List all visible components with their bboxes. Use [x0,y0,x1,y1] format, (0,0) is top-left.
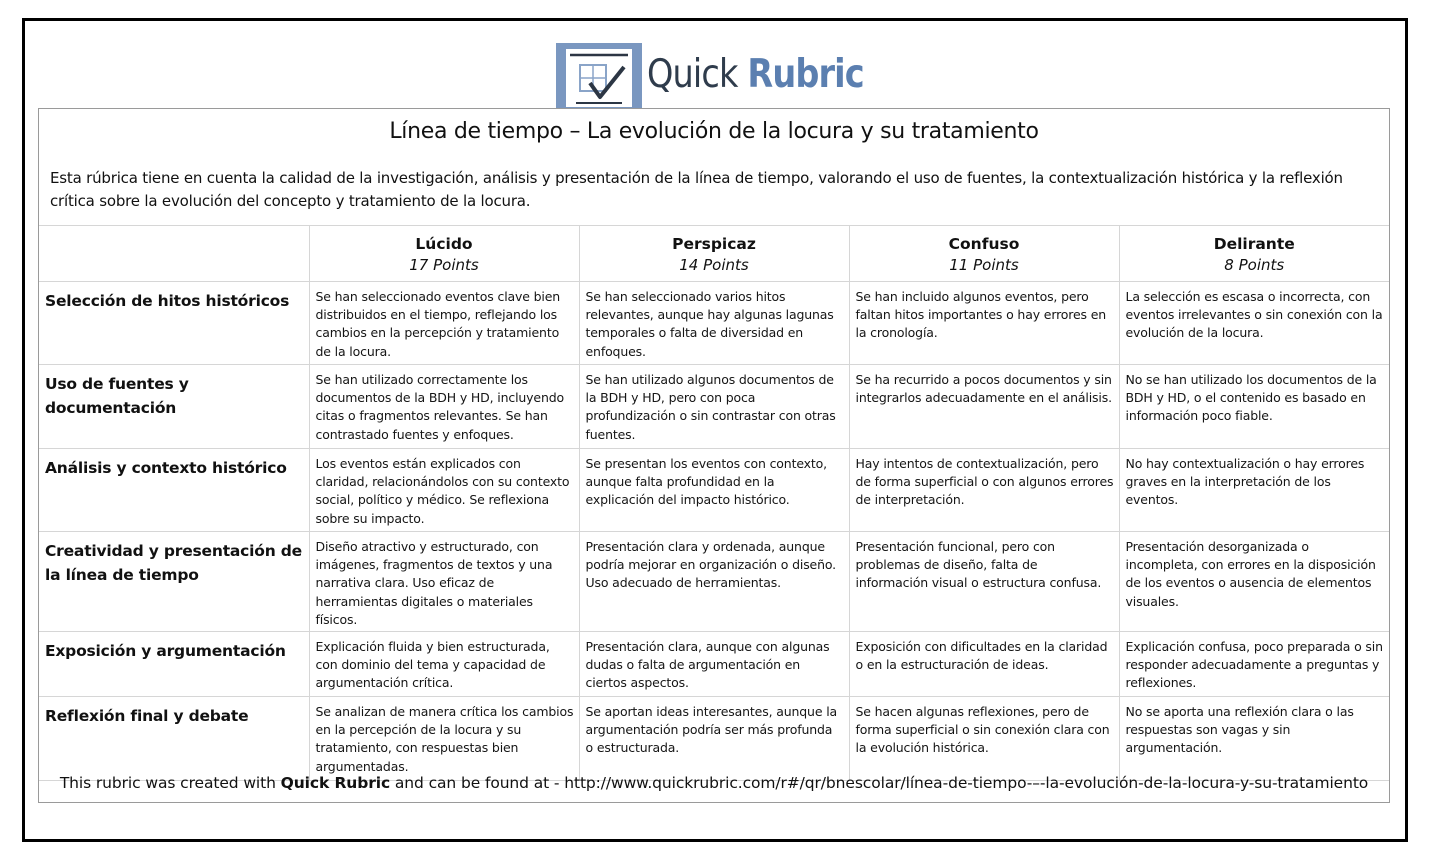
rubric-cell: Los eventos están explicados con claridad, relacionándolos con su contexto social, político y médico. Se reflexiona sobre su impacto. [309,449,579,532]
rubric-cell: Se presentan los eventos con contexto, aunque falta profundidad en la explicación del impacto histórico. [579,449,849,532]
rubric-cell: Se han utilizado correctamente los documentos de la BDH y HD, incluyendo citas o fragmentos relevantes. Se han contrastado fuentes y enfoques. [309,365,579,449]
rubric-row [39,282,1389,365]
level-name: Delirante [1213,235,1295,253]
rubric-row [39,365,1389,449]
rubric-cell: Se aportan ideas interesantes, aunque la argumentación podría ser más profunda o estructurada. [579,697,849,781]
rubric-cell: Presentación funcional, pero con problemas de diseño, falta de información visual o estructura confusa. [849,532,1119,632]
level-name: Lúcido [415,235,473,253]
quick-rubric-logo [556,43,899,109]
rubric-cell: Se han utilizado algunos documentos de la BDH y HD, pero con poca profundización o sin contrastar con otras fuentes. [579,365,849,449]
rubric-cell: Hay intentos de contextualización, pero de forma superficial o con algunos errores de interpretación. [849,449,1119,532]
level-header [1119,226,1389,282]
rubric-cell: Presentación clara, aunque con algunas dudas o falta de argumentación en ciertos aspectos. [579,632,849,697]
rubric-cell: La selección es escasa o incorrecta, con eventos irrelevantes o sin conexión con la evolución de la locura. [1119,282,1389,365]
rubric-footer [39,774,1389,792]
rubric-cell: Se han seleccionado eventos clave bien distribuidos en el tiempo, reflejando los cambios en la percepción y tratamiento de la locura. [309,282,579,365]
rubric-row [39,449,1389,532]
level-points: 8 Points [1224,256,1285,274]
rubric-row [39,632,1389,697]
level-header [579,226,849,282]
level-points: 17 Points [409,256,479,274]
footer-prefix: This rubric was created with [59,774,281,792]
level-name: Confuso [948,235,1020,253]
logo-word-quick: Quick [647,52,738,97]
rubric-panel [38,108,1390,803]
rubric-cell: No hay contextualización o hay errores graves en la interpretación de los eventos. [1119,449,1389,532]
level-points: 14 Points [679,256,749,274]
rubric-table [39,225,1389,781]
rubric-row [39,532,1389,632]
rubric-row [39,697,1389,781]
level-points: 11 Points [949,256,1019,274]
criterion-label: Selección de hitos históricos [39,282,309,365]
rubric-cell: Explicación confusa, poco preparada o sin responder adecuadamente a preguntas y reflexiones. [1119,632,1389,697]
footer-brand: Quick Rubric [280,774,391,792]
rubric-cell: Se han incluido algunos eventos, pero faltan hitos importantes o hay errores en la cronología. [849,282,1119,365]
rubric-document [22,18,1408,842]
rubric-checkbox-icon [556,43,642,109]
level-name: Perspicaz [672,235,756,253]
rubric-cell: Se ha recurrido a pocos documentos y sin integrarlos adecuadamente en el análisis. [849,365,1119,449]
level-header [309,226,579,282]
rubric-header-row [39,226,1389,282]
rubric-cell: Presentación clara y ordenada, aunque podría mejorar en organización o diseño. Uso adecuado de herramientas. [579,532,849,632]
rubric-cell: Se hacen algunas reflexiones, pero de forma superficial o sin conexión clara con la evolución histórica. [849,697,1119,781]
logo-wordmark [647,51,864,99]
logo-word-rubric: Rubric [747,52,864,97]
criterion-label: Uso de fuentes y documentación [39,365,309,449]
criterion-label: Reflexión final y debate [39,697,309,781]
rubric-cell: Explicación fluida y bien estructurada, con dominio del tema y capacidad de argumentación crítica. [309,632,579,697]
rubric-cell: Diseño atractivo y estructurado, con imágenes, fragmentos de textos y una narrativa clara. Uso eficaz de herramientas digitales o materiales físicos. [309,532,579,632]
criterion-label: Creatividad y presentación de la línea de tiempo [39,532,309,632]
rubric-title: Línea de tiempo – La evolución de la locura y su tratamiento [389,119,1039,144]
rubric-cell: Se analizan de manera crítica los cambios en la percepción de la locura y su tratamiento, con respuestas bien argumentadas. [309,697,579,781]
criteria-header-blank [39,226,309,282]
criterion-label: Exposición y argumentación [39,632,309,697]
rubric-cell: No se aporta una reflexión clara o las respuestas son vagas y sin argumentación. [1119,697,1389,781]
criterion-label: Análisis y contexto histórico [39,449,309,532]
rubric-cell: Exposición con dificultades en la claridad o en la estructuración de ideas. [849,632,1119,697]
rubric-description: Esta rúbrica tiene en cuenta la calidad de la investigación, análisis y presentación de la línea de tiempo, valorando el uso de fuentes, la contextualización histórica y la reflexión crítica sobre la evolución del concepto y tratamiento de la locura. [50,169,1343,210]
rubric-cell: Presentación desorganizada o incompleta, con errores en la disposición de los eventos o ausencia de elementos visuales. [1119,532,1389,632]
footer-link[interactable]: and can be found at - http://www.quickrubric.com/r#/qr/bnescolar/línea-de-tiempo-–-la-evolución-de-la-locura-y-su-tratamiento [390,774,1369,792]
level-header [849,226,1119,282]
rubric-cell: No se han utilizado los documentos de la BDH y HD, o el contenido es basado en información poco fiable. [1119,365,1389,449]
rubric-cell: Se han seleccionado varios hitos relevantes, aunque hay algunas lagunas temporales o falta de diversidad en enfoques. [579,282,849,365]
